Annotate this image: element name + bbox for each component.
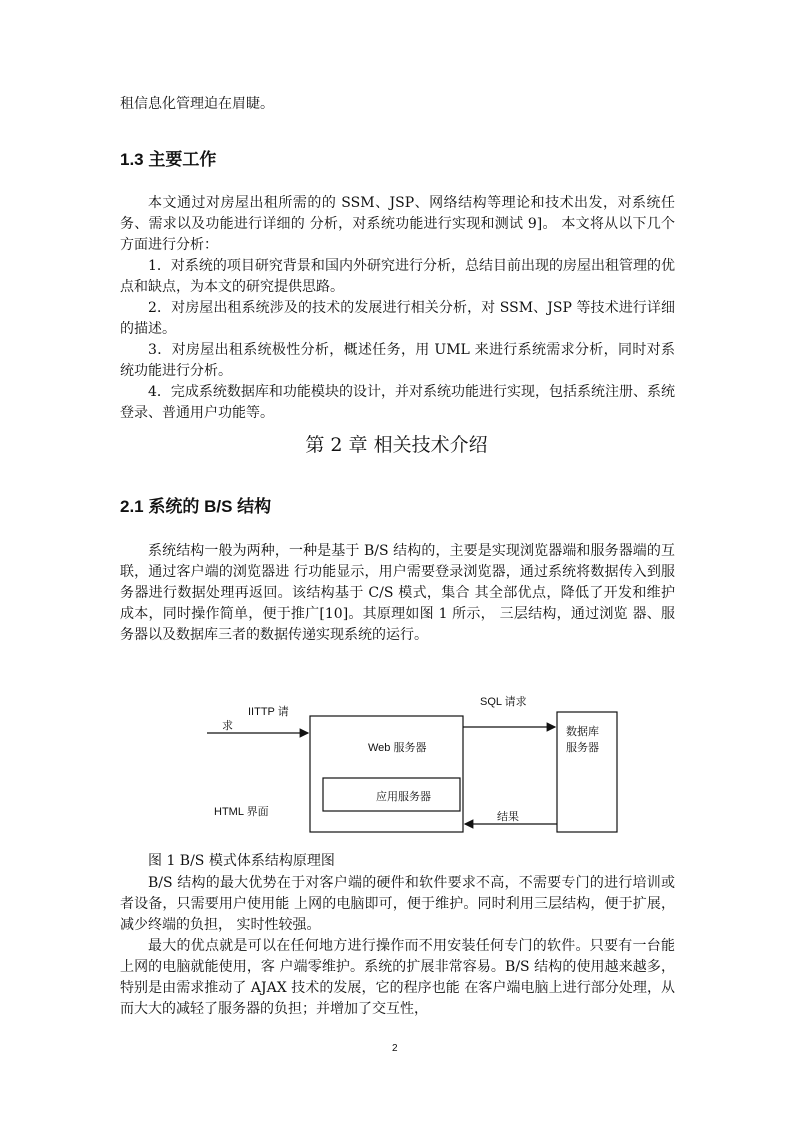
app-server-label: 应用服务器	[376, 791, 431, 803]
list-item: 1．对系统的项目研究背景和国内外研究进行分析，总结目前出现的房屋出租管理的优点和缺点，为本文的研究提供思路。	[120, 258, 675, 295]
result-label: 结果	[497, 811, 519, 823]
architecture-diagram	[200, 686, 620, 846]
section-heading: 2.1 系统的 B/S 结构	[120, 497, 272, 516]
http-request-label-cont: 求	[222, 720, 233, 732]
body-paragraph: B/S 结构的最大优势在于对客户端的硬件和软件要求不高，不需要专门的进行培训或者设备，只需要用户使用能 上网的电脑即可，便于维护。同时利用三层结构，便于扩展，减少终端的负担， 实时性较强。	[120, 875, 675, 933]
sql-request-label: SQL 请求	[480, 696, 527, 708]
list-item: 4．完成系统数据库和功能模块的设计，并对系统功能进行实现，包括系统注册、系统登录、普通用户功能等。	[120, 384, 675, 421]
database-label-cont: 服务器	[566, 742, 599, 754]
web-server-box	[310, 716, 463, 832]
list-item: 3．对房屋出租系统极性分析，概述任务，用 UML 来进行系统需求分析，同时对系统功能进行分析。	[120, 342, 675, 379]
list-item: 2．对房屋出租系统涉及的技术的发展进行相关分析，对 SSM、JSP 等技术进行详细的描述。	[120, 300, 675, 337]
figure-caption: 图 1 B/S 模式体系结构原理图	[148, 853, 335, 869]
body-paragraph: 系统结构一般为两种，一种是基于 B/S 结构的，主要是实现浏览器端和服务器端的互联，通过客户端的浏览器进 行功能显示，用户需要登录浏览器，通过系统将数据传入到服务器进行数据处理再返回。该结构基于 C/S 模式，集合 其全部优点，降低了开发和维护成本，同时操作简单，便于推广[10]。其原理如图 1 所示， 三层结构，通过浏览 器、服务器以及数据库三者的数据传递实现系统的运行。	[120, 543, 675, 643]
html-page-label: HTML 界面	[214, 806, 269, 818]
section-heading: 1.3 主要工作	[120, 150, 217, 169]
body-paragraph: 最大的优点就是可以在任何地方进行操作而不用安装任何专门的软件。只要有一台能上网的电脑就能使用，客 户端零维护。系统的扩展非常容易。B/S 结构的使用越来越多，特别是由需求推动了 AJAX 技术的发展，它的程序也能 在客户端电脑上进行部分处理，从而大大的减轻了服务器的负担；并增加了交互性，	[120, 938, 675, 1017]
body-paragraph: 本文通过对房屋出租所需的的 SSM、JSP、网络结构等理论和技术出发，对系统任务、需求以及功能进行详细的 分析，对系统功能进行实现和测试 9]。 本文将从以下几个方面进行分析：	[120, 195, 675, 253]
http-request-label: IITTP 请	[248, 706, 289, 718]
page-number: 2	[392, 1043, 398, 1054]
chapter-title: 第 2 章 相关技术介绍	[305, 434, 488, 456]
web-server-label: Web 服务器	[368, 742, 427, 754]
body-paragraph: 租信息化管理迫在眉睫。	[120, 96, 274, 112]
database-label: 数据库	[566, 726, 599, 738]
